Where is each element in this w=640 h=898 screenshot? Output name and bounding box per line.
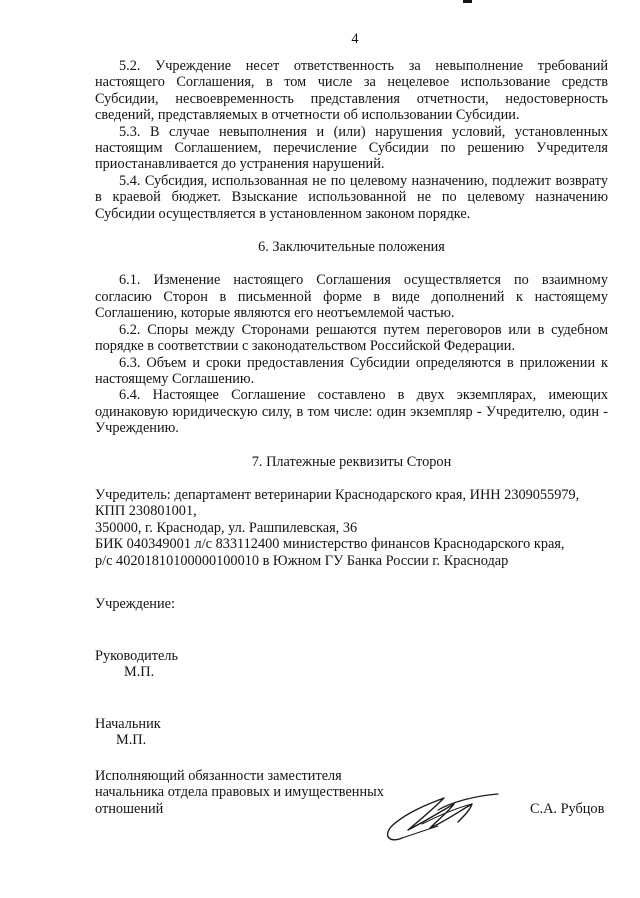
- position-line: Исполняющий обязанности заместителя: [95, 768, 342, 784]
- section-6-title: 6. Заключительные положения: [258, 239, 445, 256]
- stamp-place-label: М.П.: [124, 664, 155, 680]
- chief-label: Начальник: [95, 716, 161, 732]
- acting-position: [95, 768, 384, 817]
- position-line: начальника отдела правовых и имущественных: [95, 784, 384, 801]
- requisite-line: Учредитель: департамент ветеринарии Краснодарского края, ИНН 2309055979,: [95, 486, 580, 503]
- document-body: [95, 58, 608, 569]
- section-7-title: 7. Платежные реквизиты Сторон: [251, 453, 452, 470]
- handwritten-signature: [378, 786, 503, 846]
- signatory-name: С.А. Рубцов: [530, 801, 605, 817]
- scan-edge-mark: [463, 0, 472, 3]
- requisite-line: БИК 040349001 л/с 833112400 министерство финансов Краснодарского края,: [95, 536, 565, 553]
- founder-requisites: [95, 487, 608, 569]
- stamp-place-label: М.П.: [116, 732, 147, 748]
- institution-label: Учреждение:: [95, 596, 175, 612]
- head-label: Руководитель: [95, 648, 179, 664]
- clause-6-2: 6.2. Споры между Сторонами решаются путем переговоров или в судебном порядке в соответствии с законодательством Российской Федерации.: [95, 321, 608, 355]
- requisite-line: р/с 40201810100000100010 в Южном ГУ Банка России г. Краснодар: [95, 552, 509, 569]
- requisite-line: КПП 230801001,: [95, 503, 197, 520]
- clause-5-3: 5.3. В случае невыполнения и (или) нарушения условий, установленных настоящим Соглашением, перечисление Субсидии по решению Учредителя приостанавливается до устранения нарушений.: [95, 123, 608, 173]
- clause-5-2: 5.2. Учреждение несет ответственность за невыполнение требований настоящего Соглашения, в том числе за нецелевое использование средств Субсидии, несвоевременность представления отчетности, недостоверность сведений, представляемых в отчетности об использовании Субсидии.: [95, 58, 608, 124]
- clause-6-4: 6.4. Настоящее Соглашение составлено в двух экземплярах, имеющих одинаковую юридическую силу, в том числе: один экземпляр - Учредителю, один - Учреждению.: [95, 387, 608, 437]
- position-line: отношений: [95, 800, 164, 817]
- clause-6-1: 6.1. Изменение настоящего Соглашения осуществляется по взаимному согласию Сторон в письменной форме в виде дополнений к настоящему Соглашению, которые являются его неотъемлемой частью.: [95, 272, 608, 322]
- requisite-line: 350000, г. Краснодар, ул. Рашпилевская, 36: [95, 519, 358, 536]
- clause-6-3: 6.3. Объем и сроки предоставления Субсидии определяются в приложении к настоящему Соглашению.: [95, 354, 608, 387]
- page-number: 4: [351, 31, 359, 47]
- clause-5-4: 5.4. Субсидия, использованная не по целевому назначению, подлежит возврату в краевой бюджет. Взыскание использованной не по целевому назначению Субсидии осуществляется в установленном законом порядке.: [95, 172, 608, 222]
